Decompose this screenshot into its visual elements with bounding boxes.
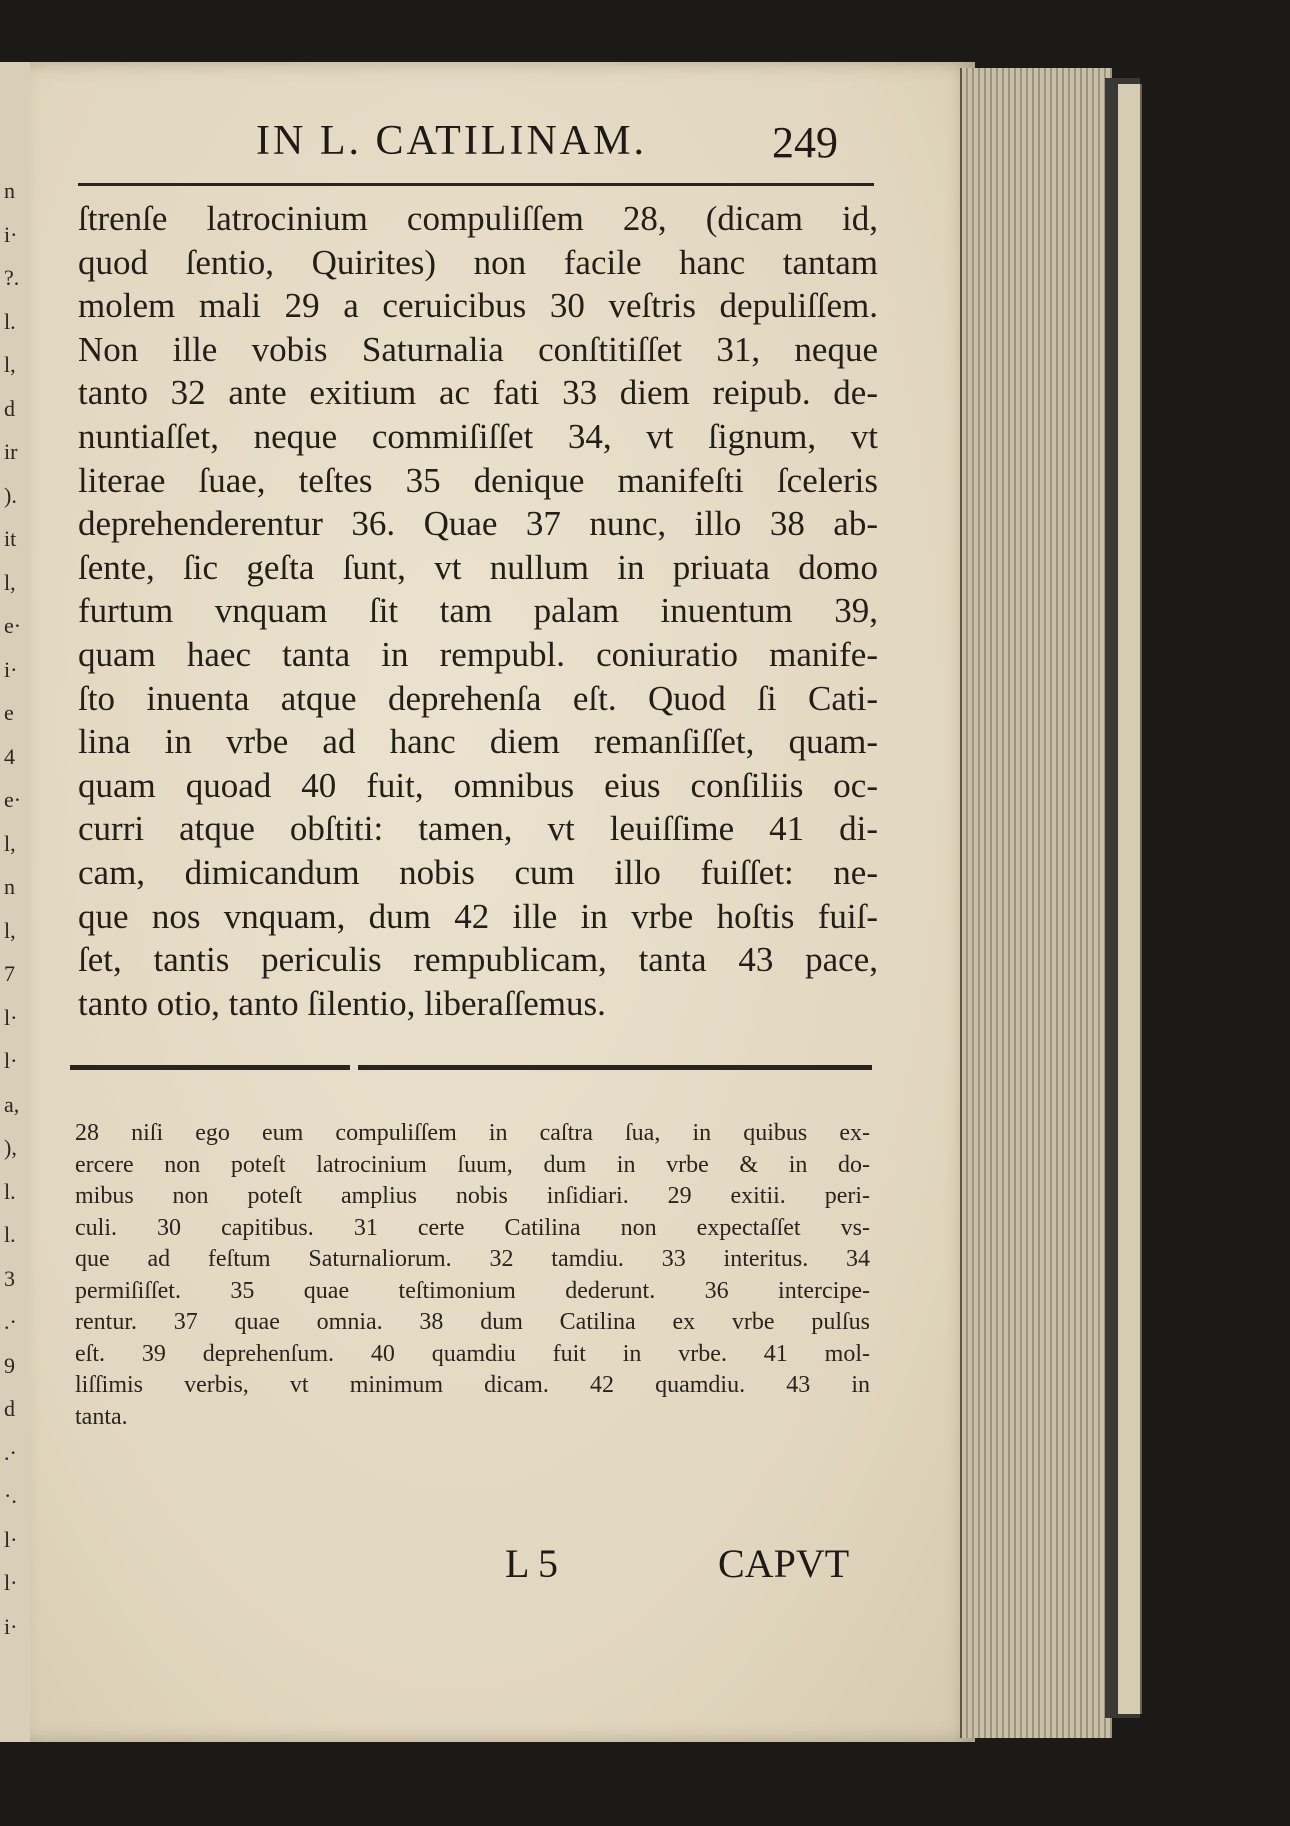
facing-page-fragment: ?.: [4, 265, 20, 290]
facing-page-fragment: a,: [4, 1091, 20, 1117]
text-line: deprehenderentur 36. Quae 37 nunc, illo 38 ab-: [78, 504, 878, 544]
facing-page-fragment: e: [4, 700, 14, 725]
catchword: CAPVT: [718, 1541, 850, 1586]
facing-page-fragment: d: [4, 395, 15, 421]
facing-page-fragment: l·: [4, 1048, 18, 1073]
text-line: ſet, tantis periculis rempublicam, tanta 43 pace,: [78, 940, 878, 980]
facing-page-fragment: 7: [4, 961, 15, 986]
facing-page-fragment: l.: [4, 1178, 16, 1204]
text-line: quam haec tanta in rempubl. coniuratio manife-: [78, 634, 878, 674]
facing-page-fragment: ).: [4, 482, 17, 508]
footnote-line: mibus non poteſt amplius nobis inſidiari. 29 exitii. peri-: [75, 1183, 870, 1209]
footnote-line: liſſimis verbis, vt minimum dicam. 42 quamdiu. 43 in: [75, 1372, 870, 1398]
footnote-rule-left: [70, 1065, 350, 1070]
facing-page-fragment: 3: [4, 1265, 15, 1291]
text-line: nuntiaſſet, neque commiſiſſet 34, vt ſignum, vt: [78, 416, 878, 456]
text-line: curri atque obſtiti: tamen, vt leuiſſime 41 di-: [78, 809, 878, 849]
facing-page-fragment: l·: [4, 1526, 18, 1552]
text-line: ſtrenſe latrocinium compuliſſem 28, (dicam id,: [78, 199, 878, 238]
facing-page-fragment: l,: [4, 569, 16, 595]
facing-page-fragment: l·: [4, 1004, 18, 1030]
footnote-line: rentur. 37 quae omnia. 38 dum Catilina ex vrbe pulſus: [75, 1309, 870, 1335]
footnote-line: que ad feſtum Saturnaliorum. 32 tamdiu. 33 interitus. 34: [75, 1246, 870, 1272]
facing-page-fragment: ·.: [4, 1483, 17, 1508]
footnote-line: ercere non poteſt latrocinium ſuum, dum in vrbe & in do-: [75, 1151, 870, 1178]
text-line: Non ille vobis Saturnalia conſtitiſſet 31, neque: [78, 329, 878, 369]
facing-page-fragment: l.: [4, 308, 16, 334]
facing-page-fragment: it: [4, 526, 17, 551]
facing-page-fragment: 4: [4, 743, 15, 769]
cover-board: [1118, 84, 1142, 1714]
facing-page-fragment: e·: [4, 613, 22, 638]
text-line: quam quoad 40 fuit, omnibus eius conſiliis oc-: [78, 765, 878, 805]
text-line: molem mali 29 a ceruicibus 30 veſtris depuliſſem.: [78, 286, 878, 326]
facing-page-fragment: d: [4, 1396, 15, 1421]
text-line: furtum vnquam ſit tam palam inuentum 39,: [78, 591, 878, 631]
text-line: literae ſuae, teſtes 35 denique manifeſti ſceleris: [78, 460, 878, 500]
page-number: 249: [772, 118, 838, 167]
footnote-line: permiſiſſet. 35 quae teſtimonium dederunt. 36 intercipe-: [75, 1277, 870, 1304]
text-line: que nos vnquam, dum 42 ille in vrbe hoſtis fuiſ-: [78, 896, 878, 936]
footnote-line: eſt. 39 deprehenſum. 40 quamdiu fuit in vrbe. 41 mol-: [75, 1340, 870, 1367]
header-rule: [78, 183, 874, 186]
page-stack-edge: [960, 68, 1112, 1738]
text-line: lina in vrbe ad hanc diem remanſiſſet, quam-: [78, 722, 878, 762]
facing-page-fragment: n: [4, 874, 15, 899]
text-line: tanto 32 ante exitium ac fati 33 diem reipub. de-: [78, 373, 878, 413]
facing-page-fragment: i·: [4, 1613, 18, 1639]
facing-page-fragment: n: [4, 178, 15, 203]
running-head: IN L. CATILINAM.: [256, 118, 647, 164]
facing-page-fragment: .·: [4, 1439, 17, 1465]
footnote-line: 28 niſi ego eum compuliſſem in caſtra ſua, in quibus ex-: [75, 1120, 870, 1146]
footnote-line: culi. 30 capitibus. 31 certe Catilina non expectaſſet vs-: [75, 1214, 870, 1241]
footnote-rule-right: [358, 1065, 872, 1070]
text-line: tanto otio, tanto ſilentio, liberaſſemus.: [78, 983, 606, 1023]
signature-mark: L 5: [505, 1541, 558, 1586]
text-line: cam, dimicandum nobis cum illo fuiſſet: ne-: [78, 852, 878, 892]
footnote-line: tanta.: [75, 1403, 128, 1430]
facing-page-fragment: l·: [4, 1570, 18, 1595]
facing-page-fragment: e·: [4, 787, 22, 812]
facing-page-fragment: l,: [4, 830, 16, 856]
facing-page-fragment: .·: [4, 1309, 17, 1334]
facing-page-fragment: l,: [4, 352, 16, 377]
facing-page-fragment: i·: [4, 656, 18, 682]
text-line: ſto inuenta atque deprehenſa eſt. Quod ſi Cati-: [78, 678, 878, 718]
facing-page-fragment: ir: [4, 439, 18, 464]
text-line: ſente, ſic geſta ſunt, vt nullum in priuata domo: [78, 547, 878, 587]
main-text-block: [78, 197, 878, 1025]
facing-page-fragment: 9: [4, 1352, 15, 1378]
footnotes-block: [75, 1118, 870, 1433]
facing-page-fragment: ),: [4, 1135, 17, 1160]
facing-page-fragment: i·: [4, 221, 18, 247]
facing-page-fragment: l.: [4, 1222, 16, 1247]
facing-page-fragment: l,: [4, 917, 16, 943]
text-line: quod ſentio, Quirites) non facile hanc tantam: [78, 242, 878, 282]
